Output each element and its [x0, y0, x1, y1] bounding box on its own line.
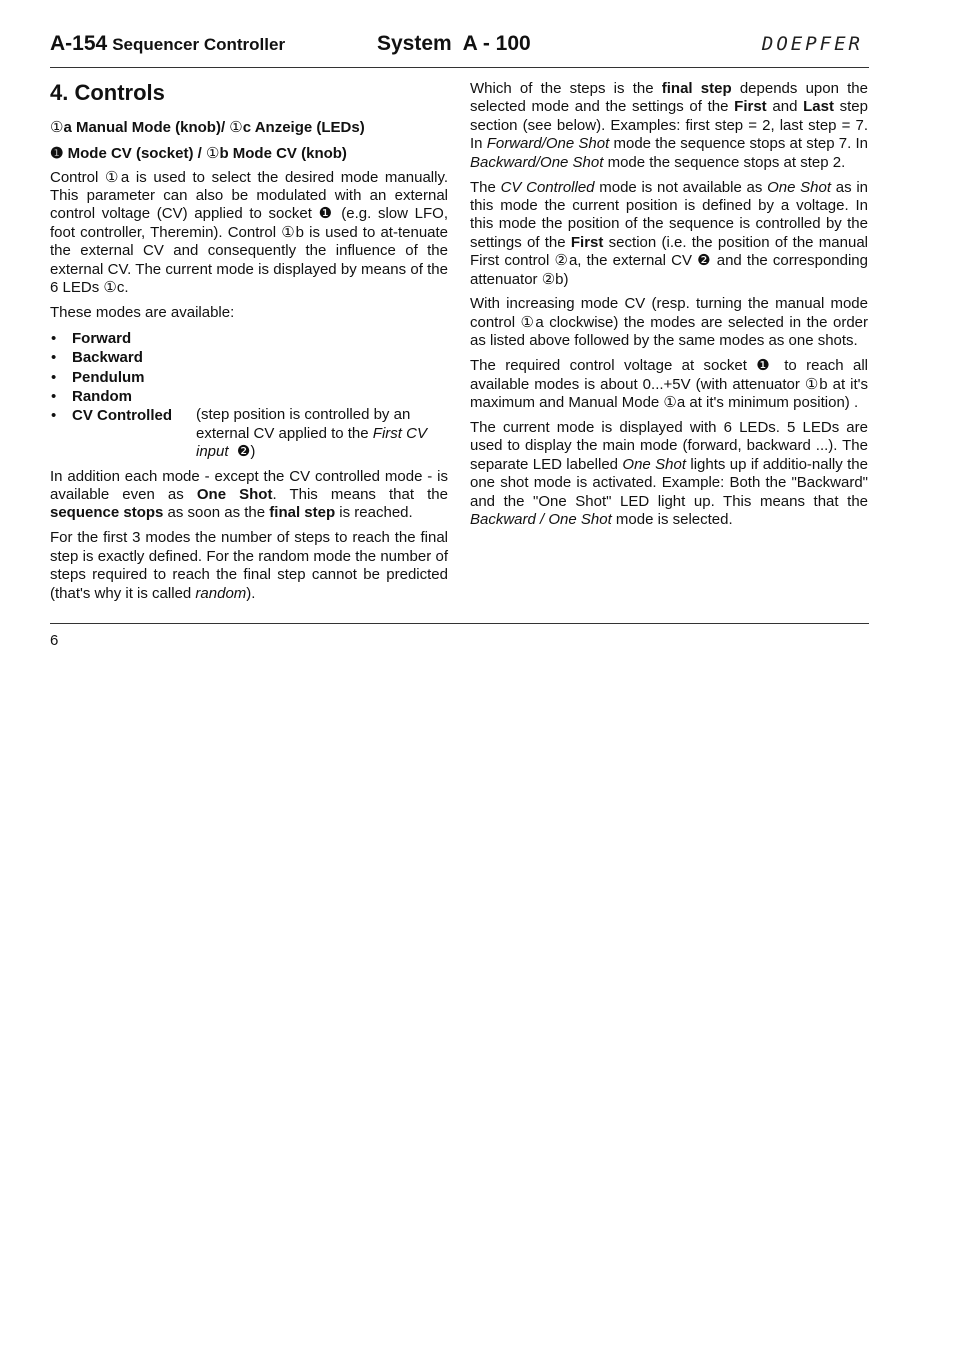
paragraph-one-shot: In addition each mode - except the CV controlled mode - is available even as One Shot. This means that the sequence stops as soon as the final step is reached. [50, 467, 448, 522]
paragraph-control-voltage: The required control voltage at socket ❶ to reach all available modes is about 0...+5V (with attenuator ①b at it's maximum and Manual Mode ①a at it's minimum position) . [470, 357, 869, 411]
control-heading-2: ❶ Mode CV (socket) / ①b Mode CV (knob) [50, 144, 347, 162]
list-item: • Backward [50, 348, 448, 367]
module-number: A-154 [50, 32, 108, 55]
section-title: 4. Controls [50, 80, 165, 105]
paragraph-leds: The current mode is displayed with 6 LEDs. 5 LEDs are used to display the main mode (forward, backward ...). The separate LED labelled One Shot lights up if additio-nally the one shot mode is activated. Example: Both the "Backward" and the "One Shot" LED light up. This means that the Backward / One Shot mode is selected. [470, 418, 868, 528]
cv-controlled-note: (step position is controlled by an external CV applied to the First CV input ❷) [196, 406, 427, 461]
page-header [50, 30, 869, 66]
page-number: 6 [50, 632, 59, 649]
footer-divider [50, 623, 869, 624]
modes-list [50, 329, 448, 462]
brand-logo: DOEPFER [761, 33, 863, 55]
paragraph-random: For the first 3 modes the number of steps to reach the final step is exactly defined. For the random mode the number of steps required to reach the final step cannot be predicted (that's why it is called random). [50, 529, 448, 602]
system-title: System A - 100 [377, 32, 531, 55]
paragraph-cv-controlled: The CV Controlled mode is not available as One Shot as in this mode the current position is defined by a voltage. In this mode the position of the sequence is controlled by the settings of the First section (i.e. the position of the manual First control ②a, the external CV ❷ and the corresponding attenuator ②b) [470, 178, 868, 288]
left-column [50, 80, 448, 609]
list-item: • CV Controlled (step position is controlled by an external CV applied to the First CV input ❷) [50, 406, 448, 461]
header-divider [50, 67, 869, 68]
control-heading-1: ①a Manual Mode (knob)/ ①c Anzeige (LEDs) [50, 119, 365, 136]
module-title [50, 32, 285, 56]
right-column [470, 80, 868, 536]
paragraph-final-step: Which of the steps is the final step depends upon the selected mode and the settings of the First and Last step section (see below). Examples: first step = 2, last step = 7. In Forward/One Shot mode the sequence stops at step 7. In Backward/One Shot mode the sequence stops at step 2. [470, 80, 868, 171]
list-item: • Forward [50, 329, 448, 348]
paragraph-modes-intro: These modes are available: [50, 303, 235, 321]
module-name: Sequencer Controller [112, 35, 286, 54]
paragraph-mode-cv: With increasing mode CV (resp. turning the manual mode control ①a clockwise) the modes are selected in the order as listed above followed by the same modes as one shots. [470, 295, 868, 350]
list-item: • Pendulum [50, 368, 448, 387]
list-item: • Random [50, 387, 448, 406]
paragraph-mode-control: Control ①a is used to select the desired mode manually. This parameter can also be modulated with an external control voltage (CV) applied to socket ❶ (e.g. slow LFO, foot controller, Theremin). Control ①b is used to at-tenuate the external CV and consequently the influence of the external CV. The current mode is displayed by means of the 6 LEDs ①c. [50, 168, 449, 296]
